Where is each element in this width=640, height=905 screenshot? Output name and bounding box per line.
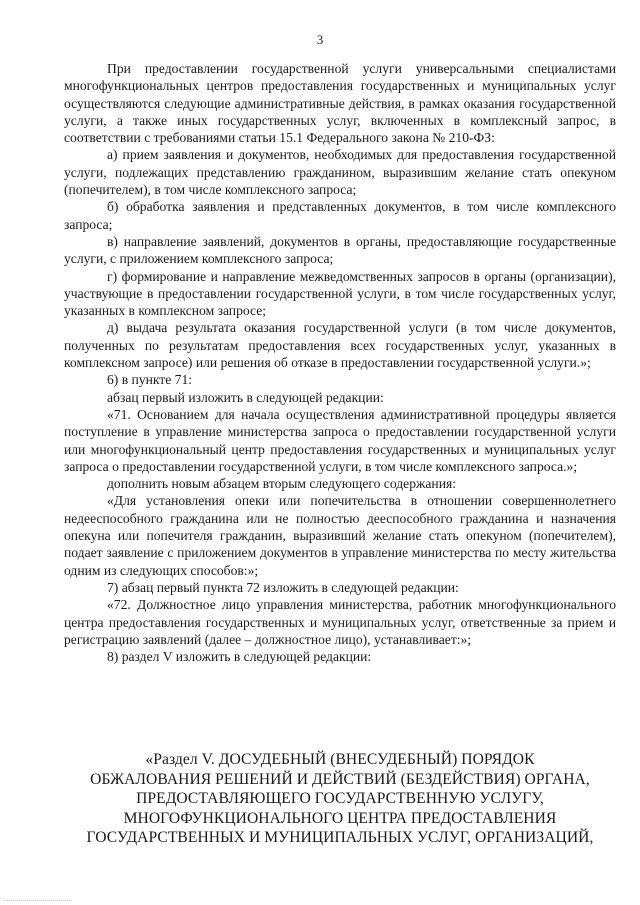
heading-line: ОБЖАЛОВАНИЯ РЕШЕНИЙ И ДЕЙСТВИЙ (БЕЗДЕЙСТВИЯ) ОРГАНА,	[90, 770, 590, 788]
section-heading	[60, 750, 620, 848]
document-body	[64, 60, 616, 665]
paragraph-item-b: б) обработка заявления и представленных документов, в том числе комплексного запроса;	[64, 199, 616, 232]
page-number: 3	[316, 32, 324, 47]
paragraph-item-v: в) направление заявлений, документов в органы, предоставляющие государственные услуги, с приложением комплексного запроса;	[64, 233, 616, 267]
paragraph-intro: При предоставлении государственной услуги универсальными специалистами многофункциональных центров предоставления государственных и муниципальных услуг осуществляются следующие административные действия, в рамках оказания государственной услуги, а также иных государственных услуг, включенных в комплексный запрос, в соответствии с требованиями статьи 15.1 Федерального закона № 210-ФЗ:	[64, 61, 616, 146]
paragraph-add-second: дополнить новым абзацем вторым следующего содержания:	[107, 476, 456, 492]
paragraph-71: «71. Основанием для начала осуществления административной процедуры является поступление в управление министерства запроса о предоставлении государственной услуги или многофункциональный центр предоставления государственных и муниципальных услуг запроса о предоставлении государственной услуги, в том числе комплексного запроса.»;	[64, 406, 616, 474]
heading-line: ГОСУДАРСТВЕННЫХ И МУНИЦИПАЛЬНЫХ УСЛУГ, ОРГАНИЗАЦИЙ,	[86, 829, 594, 847]
paragraph-item-g: г) формирование и направление межведомственных запросов в органы (организации), участвующие в предоставлении государственной услуги, в том числе государственных услуг, указанных в комплексном запросе;	[64, 268, 616, 319]
paragraph-point-6: 6) в пункте 71:	[107, 372, 193, 388]
paragraph-guardianship: «Для установления опеки или попечительства в отношении совершеннолетнего недееспособного гражданина или не полностью дееспособного гражданина и назначения опекуна или попечителя гражданин, выразивший желание стать опекуном (попечителем), подает заявление с приложением документов в управление министерства по месту жительства одним из следующих способов:»;	[64, 493, 616, 578]
paragraph-72: «72. Должностное лицо управления министерства, работник многофункционального центра предоставления государственных и муниципальных услуг, ответственные за прием и регистрацию заявлений (далее – должностное лицо), устанавливает:»;	[64, 597, 616, 647]
paragraph-point-7: 7) абзац первый пункта 72 изложить в следующей редакции:	[107, 579, 459, 595]
paragraph-point-8: 8) раздел V изложить в следующей редакции:	[107, 649, 372, 665]
paragraph-item-d: д) выдача результата оказания государственной услуги (в том числе документов, полученных по результатам предоставления всех государственных услуг, указанных в комплексном запросе) или решения об отказе в предоставлении государственной услуги.»;	[64, 320, 616, 371]
paragraph-item-a: а) прием заявления и документов, необходимых для предоставления государственной услуги, подлежащих представлению гражданином, выразившим желание стать опекуном (попечителем), в том числе комплексного запроса;	[64, 147, 616, 198]
heading-line: ПРЕДОСТАВЛЯЮЩЕГО ГОСУДАРСТВЕННУЮ УСЛУГУ,	[136, 790, 544, 808]
heading-line: «Раздел V. ДОСУДЕБНЫЙ (ВНЕСУДЕБНЫЙ) ПОРЯДОК	[145, 751, 535, 768]
heading-line: МНОГОФУНКЦИОНАЛЬНОГО ЦЕНТРА ПРЕДОСТАВЛЕНИЯ	[123, 809, 557, 827]
paragraph-first-abzac: абзац первый изложить в следующей редакции:	[107, 389, 384, 405]
footer-mark	[4, 900, 72, 903]
